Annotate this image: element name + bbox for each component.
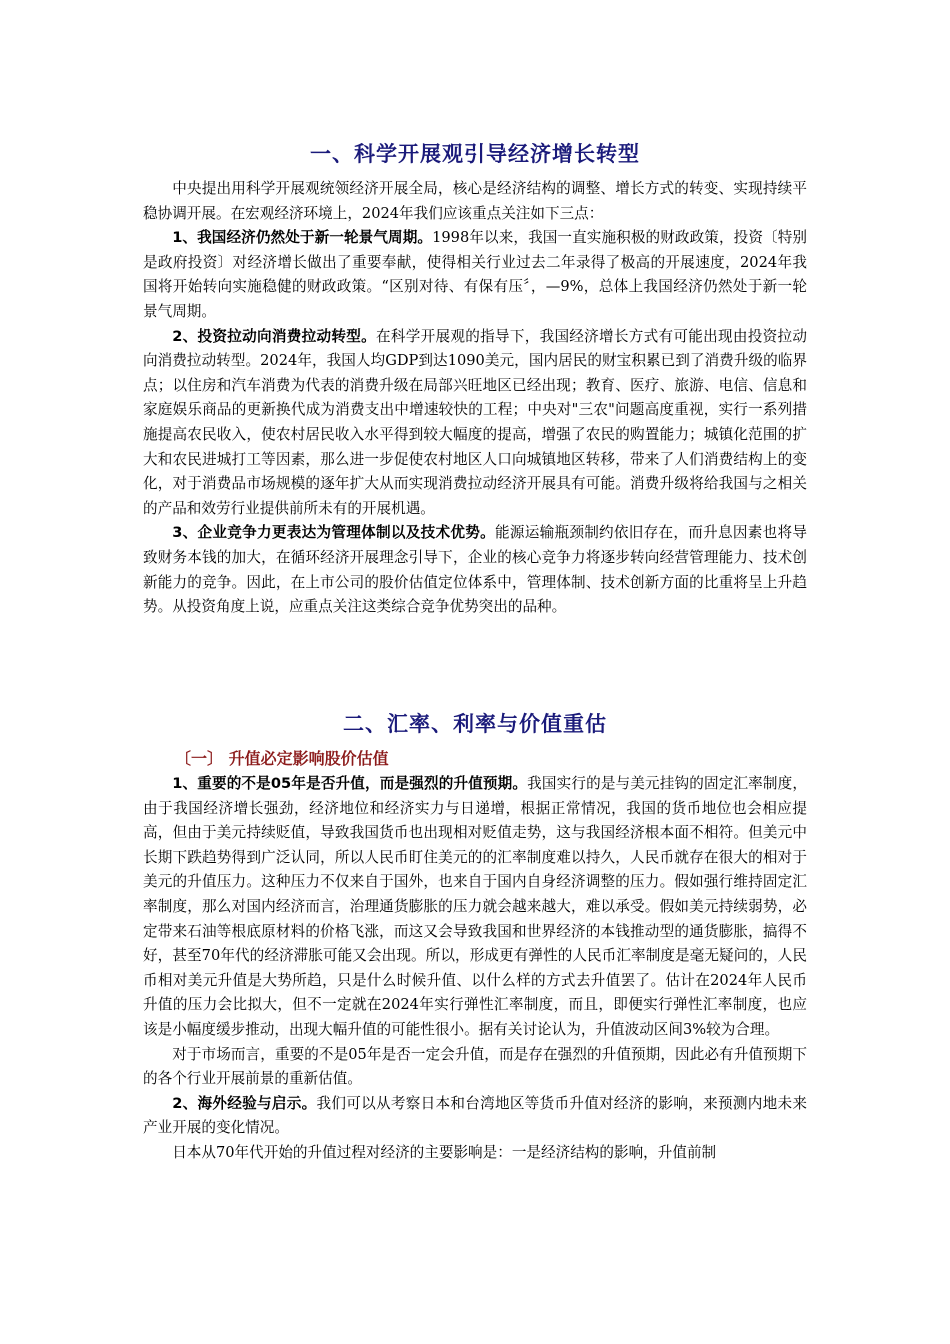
- section-1-point-2: [143, 325, 807, 522]
- section-2-point-1-body: 我国实行的是与美元挂钩的固定汇率制度，由于我国经济增长强劲，经济地位和经济实力与日递增，根据正常情况，我国的货币地位也会相应提高，但由于美元持续贬值，导致我国货币也出现相对贬值走势，这与我国经济根本面不相符。但美元中长期下跌趋势得到广泛认同，所以人民币盯住美元的的汇率制度难以持久，人民币就存在很大的相对于美元的升值压力。这种压力不仅来自于国外，也来自于国内自身经济调整的压力。假如强行维持固定汇率制度，那么对国内经济而言，治理通货膨胀的压力就会越来越大，难以承受。假如美元持续弱势，必定带来石油等根底原材料的价格飞涨，而这又会导致我国和世界经济的本钱推动型的通货膨胀，搞得不好，甚至70年代的经济滞胀可能又会出现。所以，形成更有弹性的人民币汇率制度是毫无疑问的，人民币相对美元升值是大势所趋，只是什么时候升值、以什么样的方式去升值罢了。估计在2024年人民币升值的压力会比拟大，但不一定就在2024年实行弹性汇率制度，而且，即便实行弹性汇率制度，也应该是小幅度缓步推动，出现大幅升值的可能性很小。据有关讨论认为，升值波动区间3%较为合理。: [143, 775, 807, 1038]
- point-2-body: 在科学开展观的指导下，我国经济增长方式有可能出现由投资拉动向消费拉动转型。2024年，我国人均GDP到达1090美元，国内居民的财宝积累已到了消费升级的临界点；以住房和汽车消费为代表的消费升级在局部兴旺地区已经出现；教育、医疗、旅游、电信、信息和家庭娱乐商品的更新换代成为消费支出中增速较快的工程；中央对"三农"问题高度重视，实行一系列措施提高农民收入，使农村居民收入水平得到较大幅度的提高，增强了农民的购置能力；城镇化范围的扩大和农民进城打工等因素，那么进一步促使农村地区人口向城镇地区转移，带来了人们消费结构上的变化，对于消费品市场规模的逐年扩大从而实现消费拉动经济开展具有可能。消费升级将给我国与之相关的产品和效劳行业提供前所未有的开展机遇。: [143, 327, 807, 517]
- section-2-title: 二、汇率、利率与价值重估: [343, 712, 607, 736]
- point-3-heading: 3、企业竞争力更表达为管理体制以及技术优势。: [172, 524, 495, 542]
- point-1-heading: 1、我国经济仍然处于新一轮景气周期。: [172, 229, 433, 247]
- section-1-intro: 中央提出用科学开展观统领经济开展全局，核心是经济结构的调整、增长方式的转变、实现持续平稳协调开展。在宏观经济环境上，2024年我们应该重点关注如下三点：: [143, 180, 807, 222]
- section-1-body: [143, 177, 807, 620]
- point-2-heading: 2、投资拉动向消费拉动转型。: [172, 327, 376, 345]
- section-1-point-1: [143, 226, 807, 324]
- section-2-body: [143, 746, 807, 1166]
- section-1-point-3: [143, 521, 807, 619]
- section-2-point-1-heading: 1、重要的不是05年是否升值，而是强烈的升值预期。: [172, 775, 528, 792]
- section-1-title: 一、科学开展观引导经济增长转型: [310, 142, 640, 166]
- section-2-market-paragraph: 对于市场而言，重要的不是05年是否一定会升值，而是存在强烈的升值预期，因此必有升值预期下的各个行业开展前景的重新估值。: [143, 1045, 807, 1088]
- section-2-point-1: [143, 772, 807, 1043]
- point-1-body: 1998年以来，我国一直实施积极的财政政策，投资〔特别是政府投资〕对经济增长做出了重要奉献，使得相关行业过去二年录得了极高的开展速度，2024年我国将开始转向实施稳健的财政政策。“区别对待、有保有压〞，—9%，总体上我国经济仍然处于新一轮景气周期。: [143, 229, 807, 320]
- section-2-point-2-body: 我们可以从考察日本和台湾地区等货币升值对经济的影响，来预测内地未来产业开展的变化情况。: [143, 1094, 807, 1137]
- section-2-japan-paragraph: 日本从70年代开始的升值过程对经济的主要影响是：一是经济结构的影响，升值前制: [172, 1143, 717, 1161]
- section-2-subtitle: 〔一〕 升值必定影响股价估值: [175, 749, 389, 768]
- section-2-point-2: [143, 1092, 807, 1141]
- point-3-body: 能源运输瓶颈制约依旧存在，而升息因素也将导致财务本钱的加大，在循环经济开展理念引导下，企业的核心竞争力将逐步转向经营管理能力、技术创新能力的竞争。因此，在上市公司的股价估值定位体系中，管理体制、技术创新方面的比重将呈上升趋势。从投资角度上说，应重点关注这类综合竞争优势突出的品种。: [143, 524, 807, 616]
- section-2-point-2-heading: 2、海外经验与启示。: [172, 1094, 317, 1112]
